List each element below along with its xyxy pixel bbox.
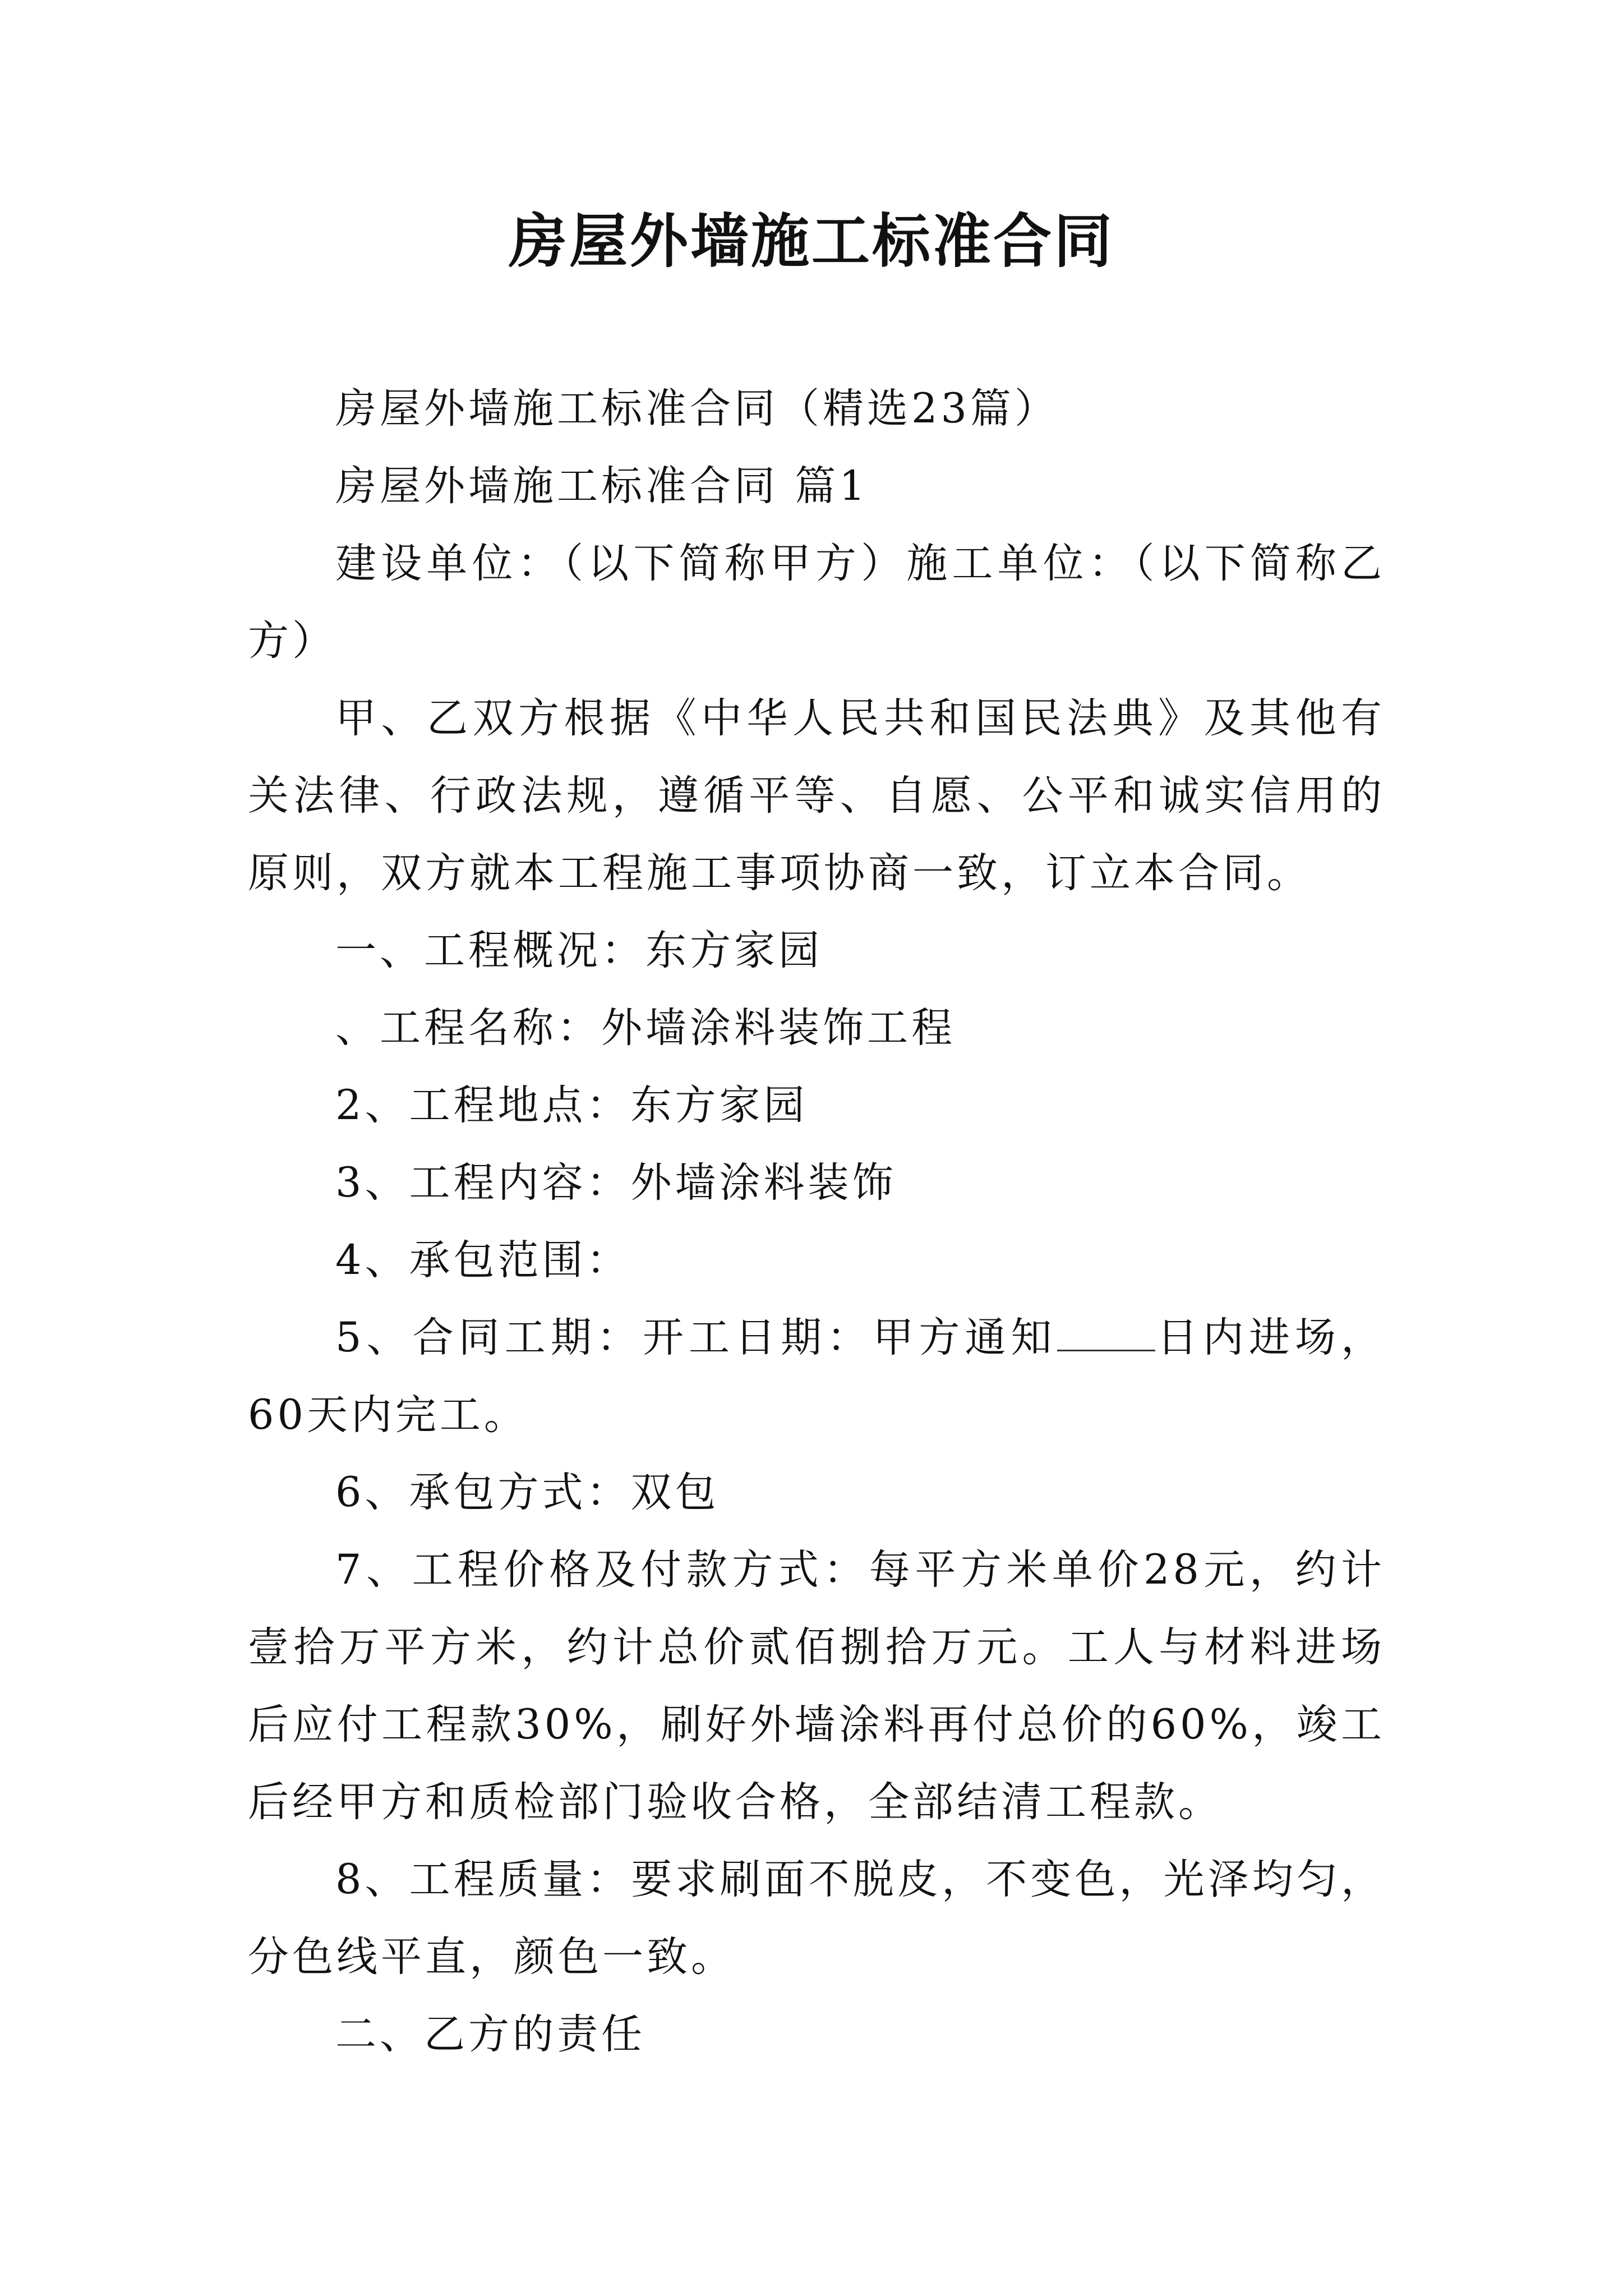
paragraph-price-and-payment: 7、工程价格及付款方式：每平方米单价28元，约计壹拾万平方米，约计总价贰佰捌拾万元。工人与材料进场后应付工程款30%，刷好外墙涂料再付总价的60%，竣工后经甲方和质检部门验收合格，全部结清工程款。 — [248, 1546, 1385, 1826]
fill-in-blank — [1057, 1317, 1155, 1351]
paragraph-party-b-responsibility: 二、乙方的责任 — [335, 2010, 645, 2058]
paragraph-project-location: 2、工程地点：东方家园 — [335, 1082, 808, 1129]
paragraph-preamble: 甲、乙双方根据《中华人民共和国民法典》及其他有关法律、行政法规，遵循平等、自愿、公平和诚实信用的原则，双方就本工程施工事项协商一致，订立本合同。 — [248, 694, 1385, 897]
paragraph-subtitle: 房屋外墙施工标准合同（精选23篇） — [335, 385, 1059, 432]
paragraph-section-heading: 房屋外墙施工标准合同 篇1 — [335, 462, 869, 510]
paragraph-contract-scope: 4、承包范围： — [335, 1236, 631, 1284]
document-body — [248, 370, 1385, 2073]
paragraph-project-content: 3、工程内容：外墙涂料装饰 — [335, 1159, 897, 1207]
paragraph-quality: 8、工程质量：要求刷面不脱皮，不变色，光泽均匀，分色线平直，颜色一致。 — [248, 1856, 1385, 1981]
paragraph-parties: 建设单位：（以下简称甲方）施工单位：（以下简称乙方） — [248, 540, 1385, 665]
paragraph-project-name: 、工程名称：外墙涂料装饰工程 — [335, 1004, 956, 1052]
paragraph-project-overview: 一、工程概况：东方家园 — [335, 927, 823, 974]
contract-period-text-after: 日内进场，60天内完工。 — [248, 1314, 1385, 1439]
paragraph-contract-method: 6、承包方式：双包 — [335, 1469, 720, 1516]
paragraph-contract-period — [248, 1299, 1385, 1454]
contract-period-text-before: 5、合同工期：开工日期：甲方通知 — [335, 1314, 1057, 1361]
document-title: 房屋外墙施工标准合同 — [508, 206, 1114, 275]
